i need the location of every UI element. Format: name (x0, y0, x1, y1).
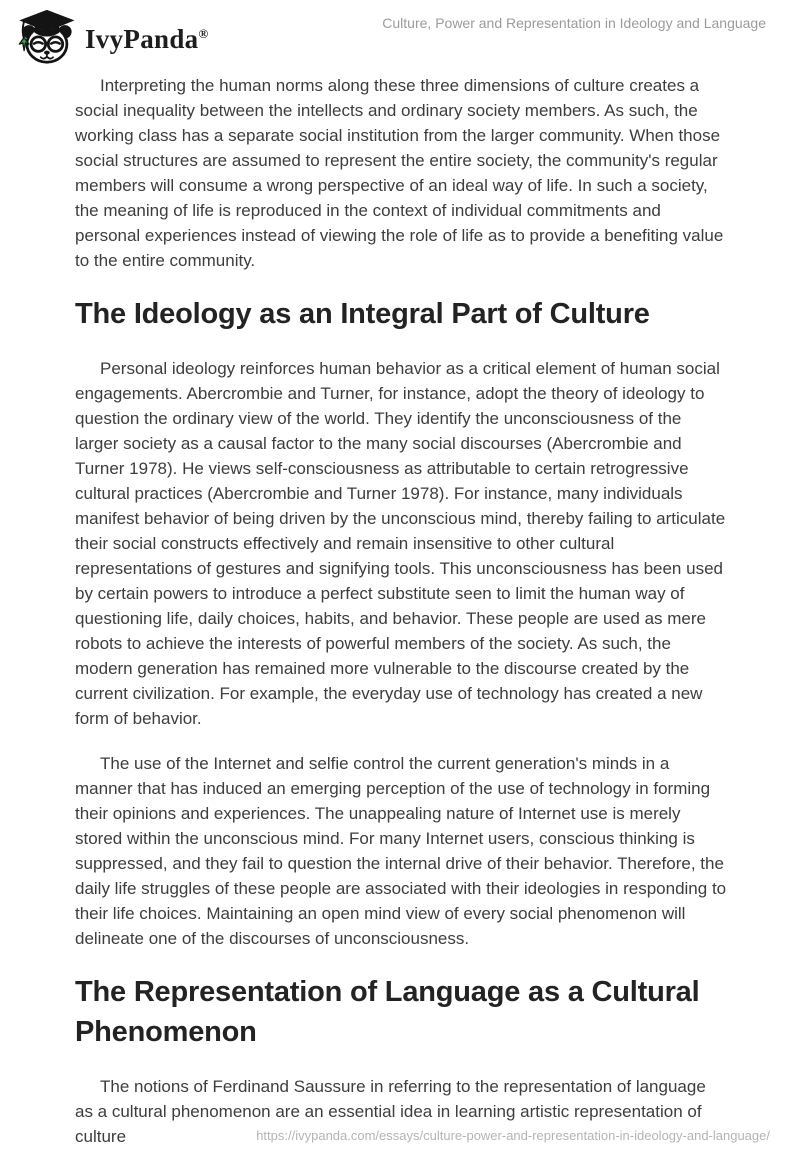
ivypanda-logo[interactable] (14, 8, 208, 70)
section-heading-representation: The Representation of Language as a Cultural Phenomenon (75, 976, 700, 1048)
source-url[interactable]: https://ivypanda.com/essays/culture-power-and-representation-in-ideology-and-language/ (256, 1128, 770, 1143)
paragraph: The notions of Ferdinand Saussure in referring to the representation of language as a cultural phenomenon are an essential idea in learning artistic representation of culture (75, 1077, 706, 1146)
document-title: Culture, Power and Representation in Ideology and Language (382, 15, 766, 31)
panda-graduate-icon (14, 8, 76, 70)
section-heading-ideology: The Ideology as an Integral Part of Culture (75, 298, 650, 330)
paragraph: Personal ideology reinforces human behavior as a critical element of human social engagements. Abercrombie and Turner, for instance, adopt the theory of ideology to question the ordinary view of the world. They identify the unconsciousness of the larger society as a causal factor to the many social discourses (Abercrombie and Turner 1978). He views self-consciousness as attributable to certain retrogressive cultural practices (Abercrombie and Turner 1978). For instance, many individuals manifest behavior of being driven by the unconscious mind, thereby failing to articulate their social constructs effectively and remain insensitive to other cultural representations of gestures and signifying tools. This unconsciousness has been used by certain powers to introduce a perfect substitute seen to limit the human way of questioning life, daily choices, habits, and behavior. These people are used as mere robots to achieve the interests of powerful members of the society. As such, the modern generation has remained more vulnerable to the discourse created by the current civilization. For example, the everyday use of technology has created a new form of behavior. (75, 359, 726, 728)
page-header (0, 0, 800, 66)
logo-wordmark: IvyPanda® (85, 23, 209, 54)
paragraph: The use of the Internet and selfie control the current generation's minds in a manner that has induced an emerging perception of the use of technology in forming their opinions and experiences. The unappealing nature of Internet use is merely stored within the unconscious mind. For many Internet users, conscious thinking is suppressed, and they fail to question the internal drive of their behavior. Therefore, the daily life struggles of these people are associated with their ideologies in responding to their life choices. Maintaining an open mind view of every social phenomenon will delineate one of the discourses of unconsciousness. (75, 754, 727, 948)
paragraph: Interpreting the human norms along these three dimensions of culture creates a social inequality between the intellects and ordinary society members. As such, the working class has a separate social institution from the larger community. When those social structures are assumed to represent the entire society, the community's regular members will consume a wrong perspective of an ideal way of life. In such a society, the meaning of life is reproduced in the context of individual commitments and personal experiences instead of viewing the role of life as to provide a benefiting value to the entire community. (75, 76, 724, 270)
registered-mark: ® (198, 25, 209, 41)
essay-body (0, 66, 800, 1149)
